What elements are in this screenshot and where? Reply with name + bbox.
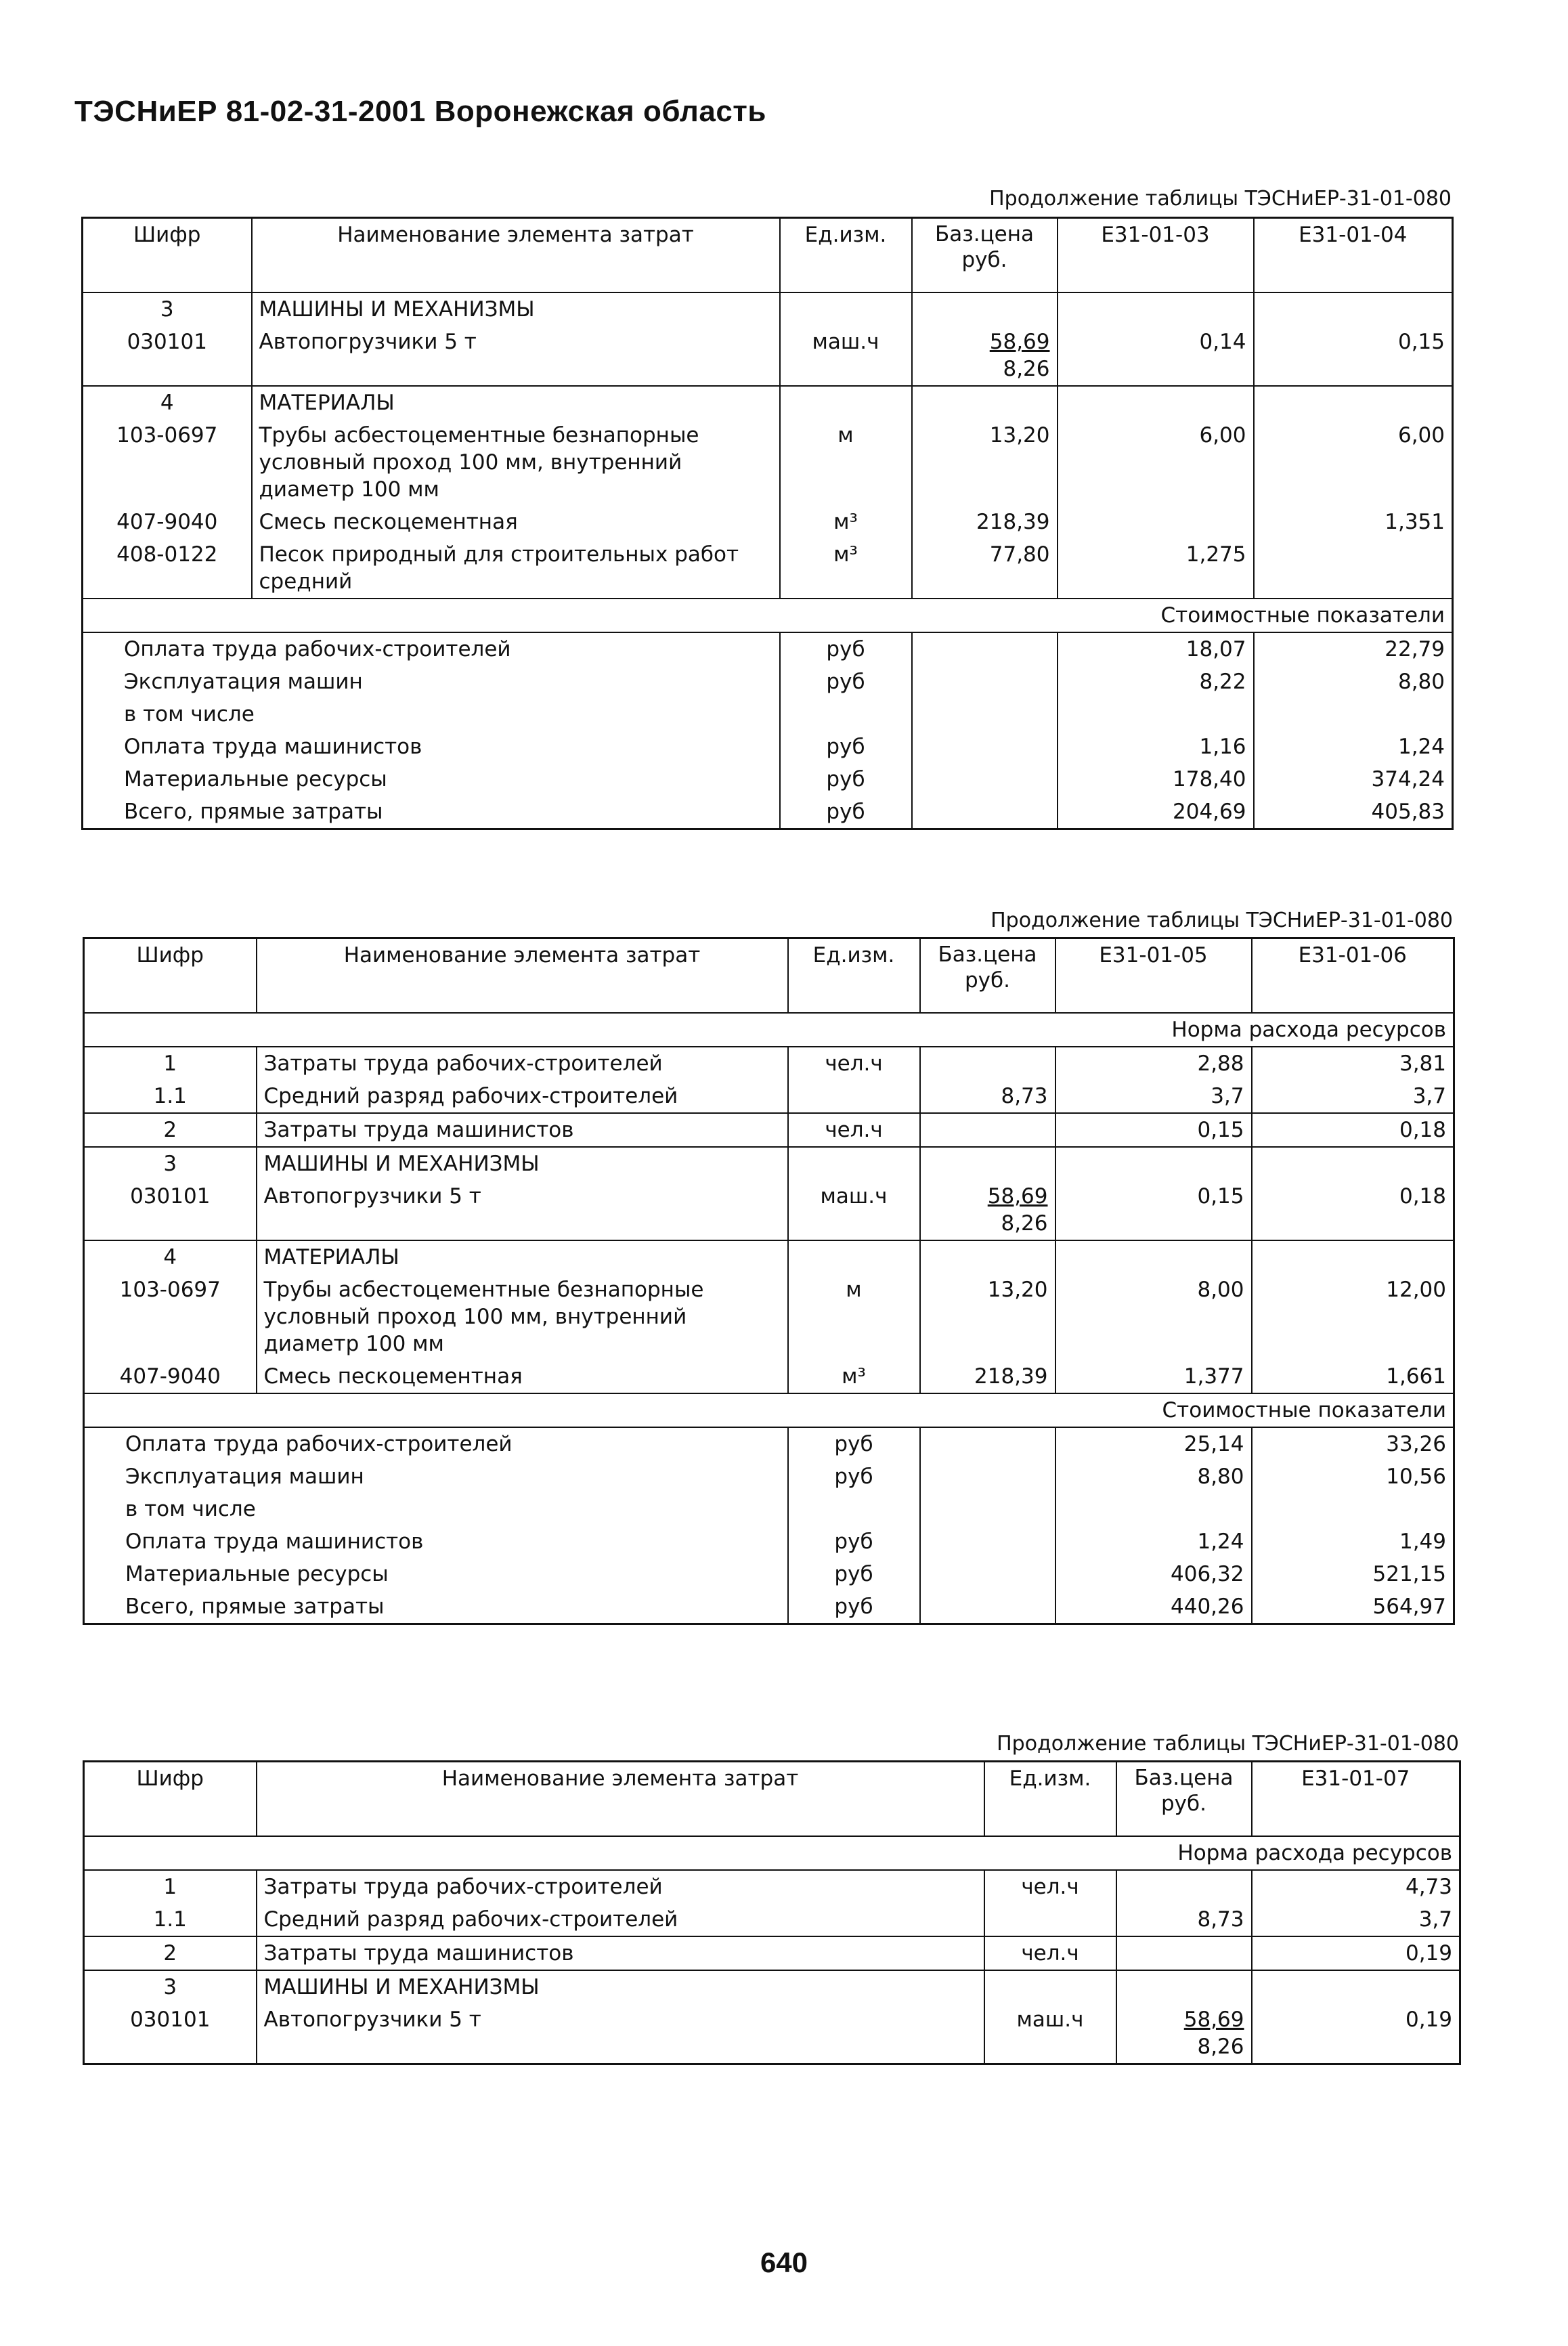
section-row <box>83 386 1453 419</box>
section-row <box>84 1147 1454 1180</box>
row-price <box>1116 1936 1252 1970</box>
row-name: Трубы асбестоцементные безнапорные условный проход 100 мм, внутренний диаметр 100 мм <box>257 1274 788 1360</box>
table-block-1 <box>81 187 1452 891</box>
row-price <box>1116 1870 1252 1903</box>
row-name: Затраты труда машинистов <box>257 1936 984 1970</box>
cost-value-2: 564,97 <box>1252 1590 1454 1624</box>
header-base-price <box>1116 1762 1252 1837</box>
header-row <box>84 938 1454 1014</box>
row-name: Смесь пескоцементная <box>257 1360 788 1393</box>
row-price: 218,39 <box>912 506 1058 538</box>
cost-row <box>83 763 1453 796</box>
row-value-1: 0,15 <box>1055 1113 1252 1147</box>
section-title: МАШИНЫ И МЕХАНИЗМЫ <box>252 292 780 326</box>
row-unit: чел.ч <box>788 1113 920 1147</box>
price-top: 58,69 <box>989 330 1050 354</box>
row-name: Затраты труда рабочих-строителей <box>257 1870 984 1903</box>
row-price <box>920 1180 1055 1240</box>
cost-label: Оплата труда машинистов <box>124 735 422 759</box>
norm-caption: Норма расхода ресурсов <box>84 1013 1454 1047</box>
cost-value-1: 25,14 <box>1055 1427 1252 1460</box>
table-row <box>84 1936 1460 1970</box>
cost-caption: Стоимостные показатели <box>83 599 1453 632</box>
header-base-price-line1: Баз.цена <box>938 942 1037 967</box>
header-col-1: Е31-01-05 <box>1055 938 1252 1014</box>
cost-unit: руб <box>788 1427 920 1460</box>
section-number: 3 <box>84 1970 257 2003</box>
price-bottom: 8,26 <box>1197 2035 1244 2059</box>
cost-unit: руб <box>788 1558 920 1590</box>
row-name: Затраты труда рабочих-строителей <box>257 1047 788 1080</box>
table-row <box>84 1903 1460 1936</box>
cost-value-2: 1,24 <box>1254 731 1453 763</box>
table-row <box>83 538 1453 599</box>
row-price <box>920 1113 1055 1147</box>
row-code: 1.1 <box>153 1907 187 1932</box>
norm-table <box>81 217 1454 830</box>
document-title: ТЭСНиЕР 81-02-31-2001 Воронежская область <box>74 95 766 128</box>
section-title: МАТЕРИАЛЫ <box>257 1240 788 1274</box>
cost-value-1: 8,22 <box>1058 666 1254 698</box>
row-code: 1 <box>84 1047 257 1080</box>
cost-label: Оплата труда рабочих-строителей <box>84 1427 788 1460</box>
table-caption: Продолжение таблицы ТЭСНиЕР-31-01-080 <box>989 187 1452 211</box>
row-unit: маш.ч <box>984 2003 1116 2064</box>
cost-value-1: 178,40 <box>1058 763 1254 796</box>
cost-value-2: 8,80 <box>1254 666 1453 698</box>
row-name: Песок природный для строительных работ средний <box>252 538 780 599</box>
cost-label: в том числе <box>125 1497 256 1521</box>
section-number: 4 <box>83 386 252 419</box>
norm-table <box>83 937 1455 1625</box>
table-row <box>84 1274 1454 1360</box>
header-unit: Ед.изм. <box>780 218 912 293</box>
header-base-price-line2: руб. <box>965 968 1010 993</box>
norm-table <box>83 1760 1461 2065</box>
table-row <box>84 1047 1454 1080</box>
row-code: 1 <box>84 1870 257 1903</box>
row-name: Трубы асбестоцементные безнапорные условный проход 100 мм, внутренний диаметр 100 мм <box>252 419 780 506</box>
row-name: Автопогрузчики 5 т <box>252 326 780 386</box>
cost-value-2: 374,24 <box>1254 763 1453 796</box>
row-value-2: 0,18 <box>1252 1113 1454 1147</box>
row-unit <box>788 1080 920 1113</box>
price-top: 58,69 <box>987 1184 1048 1209</box>
row-code: 2 <box>84 1113 257 1147</box>
row-value-1: 3,7 <box>1055 1080 1252 1113</box>
section-number: 4 <box>84 1240 257 1274</box>
table-caption: Продолжение таблицы ТЭСНиЕР-31-01-080 <box>990 909 1453 932</box>
cost-value-1: 406,32 <box>1055 1558 1252 1590</box>
row-value-2: 0,18 <box>1252 1180 1454 1240</box>
row-unit <box>984 1903 1116 1936</box>
row-value-2: 12,00 <box>1252 1274 1454 1360</box>
row-value-1 <box>1058 506 1254 538</box>
row-value-1: 1,377 <box>1055 1360 1252 1393</box>
cost-row <box>83 731 1453 763</box>
cost-row <box>84 1493 1454 1525</box>
row-unit: маш.ч <box>788 1180 920 1240</box>
section-number: 3 <box>84 1147 257 1180</box>
cost-label: Эксплуатация машин <box>125 1464 364 1489</box>
cost-unit: руб <box>788 1590 920 1624</box>
table-block-2 <box>83 909 1453 1721</box>
table-row <box>83 326 1453 386</box>
row-value-1: 1,275 <box>1058 538 1254 599</box>
header-col-2: Е31-01-04 <box>1254 218 1453 293</box>
cost-row <box>84 1590 1454 1624</box>
cost-value-1: 1,24 <box>1055 1525 1252 1558</box>
table-row <box>84 1180 1454 1240</box>
row-price: 218,39 <box>920 1360 1055 1393</box>
section-row <box>84 1970 1460 2003</box>
norm-caption: Норма расхода ресурсов <box>84 1836 1460 1870</box>
price-bottom: 8,26 <box>1003 357 1050 381</box>
header-base-price <box>912 218 1058 293</box>
row-name: Затраты труда машинистов <box>257 1113 788 1147</box>
row-value-2: 1,661 <box>1252 1360 1454 1393</box>
row-unit: м <box>780 419 912 506</box>
header-col-1: Е31-01-03 <box>1058 218 1254 293</box>
header-name: Наименование элемента затрат <box>257 938 788 1014</box>
price-bottom: 8,26 <box>1001 1211 1048 1236</box>
row-value-2: 0,15 <box>1254 326 1453 386</box>
row-unit: м³ <box>788 1360 920 1393</box>
row-unit: чел.ч <box>788 1047 920 1080</box>
price-top: 58,69 <box>1183 2007 1244 2032</box>
cost-unit: руб <box>780 666 912 698</box>
header-base-price-line2: руб. <box>961 248 1007 272</box>
cost-label: Эксплуатация машин <box>124 670 363 694</box>
header-code: Шифр <box>83 218 252 293</box>
header-name: Наименование элемента затрат <box>257 1762 984 1837</box>
cost-value-2: 521,15 <box>1252 1558 1454 1590</box>
section-title: МАТЕРИАЛЫ <box>252 386 780 419</box>
row-code: 2 <box>84 1936 257 1970</box>
row-unit: м³ <box>780 506 912 538</box>
cost-row <box>83 698 1453 731</box>
row-value-1: 2,88 <box>1055 1047 1252 1080</box>
row-value-1: 3,7 <box>1252 1903 1460 1936</box>
cost-unit: руб <box>788 1460 920 1493</box>
row-value-2: 1,351 <box>1254 506 1453 538</box>
cost-value-2: 405,83 <box>1254 796 1453 829</box>
cost-unit: руб <box>780 731 912 763</box>
row-code: 030101 <box>130 2007 211 2032</box>
row-code: 408-0122 <box>116 542 218 567</box>
cost-label: в том числе <box>124 702 255 726</box>
table-row <box>84 2003 1460 2064</box>
table-caption: Продолжение таблицы ТЭСНиЕР-31-01-080 <box>997 1732 1459 1756</box>
cost-value-1: 1,16 <box>1058 731 1254 763</box>
table-row <box>84 1113 1454 1147</box>
cost-unit: руб <box>780 632 912 666</box>
cost-unit: руб <box>788 1525 920 1558</box>
header-unit: Ед.изм. <box>984 1762 1116 1837</box>
section-row <box>84 1240 1454 1274</box>
row-unit: чел.ч <box>984 1870 1116 1903</box>
row-value-1: 0,14 <box>1058 326 1254 386</box>
row-price: 13,20 <box>912 419 1058 506</box>
cost-label: Оплата труда рабочих-строителей <box>83 632 780 666</box>
page-number: 640 <box>760 2246 808 2278</box>
row-price <box>912 326 1058 386</box>
norm-caption-row <box>84 1013 1454 1047</box>
header-col-1: Е31-01-07 <box>1252 1762 1460 1837</box>
cost-label: Всего, прямые затраты <box>124 800 383 824</box>
row-code: 407-9040 <box>119 1364 221 1389</box>
row-value-1: 4,73 <box>1252 1870 1460 1903</box>
section-row <box>83 292 1453 326</box>
row-value-1: 6,00 <box>1058 419 1254 506</box>
header-code: Шифр <box>84 938 257 1014</box>
cost-row <box>83 796 1453 829</box>
header-base-price-line1: Баз.цена <box>934 222 1035 246</box>
cost-row <box>83 666 1453 698</box>
section-title: МАШИНЫ И МЕХАНИЗМЫ <box>257 1147 788 1180</box>
row-name: Средний разряд рабочих-строителей <box>257 1080 788 1113</box>
cost-value-2: 10,56 <box>1252 1460 1454 1493</box>
row-value-2 <box>1254 538 1453 599</box>
header-base-price-line2: руб. <box>1161 1791 1206 1816</box>
row-price: 8,73 <box>920 1080 1055 1113</box>
cost-label: Материальные ресурсы <box>124 767 387 791</box>
cost-caption-row <box>83 599 1453 632</box>
row-name: Средний разряд рабочих-строителей <box>257 1903 984 1936</box>
section-title: МАШИНЫ И МЕХАНИЗМЫ <box>257 1970 984 2003</box>
cost-caption-row <box>84 1393 1454 1427</box>
header-base-price-line1: Баз.цена <box>1134 1766 1234 1790</box>
table-row <box>83 506 1453 538</box>
row-value-1: 0,19 <box>1252 1936 1460 1970</box>
cost-unit: руб <box>780 763 912 796</box>
row-price <box>920 1047 1055 1080</box>
row-code: 407-9040 <box>116 510 218 534</box>
cost-value-2: 1,49 <box>1252 1525 1454 1558</box>
cost-row <box>83 632 1453 666</box>
row-price: 77,80 <box>912 538 1058 599</box>
header-row <box>83 218 1453 293</box>
cost-value-1: 18,07 <box>1058 632 1254 666</box>
cost-label: Оплата труда машинистов <box>125 1529 424 1554</box>
row-unit: чел.ч <box>984 1936 1116 1970</box>
header-code: Шифр <box>84 1762 257 1837</box>
table-block-3 <box>83 1732 1459 2131</box>
row-value-2: 3,81 <box>1252 1047 1454 1080</box>
cost-value-1: 440,26 <box>1055 1590 1252 1624</box>
row-value-1: 0,19 <box>1252 2003 1460 2064</box>
row-price: 8,73 <box>1116 1903 1252 1936</box>
table-row <box>83 419 1453 506</box>
row-price <box>1116 2003 1252 2064</box>
cost-value-1: 204,69 <box>1058 796 1254 829</box>
cost-row <box>84 1558 1454 1590</box>
row-name: Автопогрузчики 5 т <box>257 1180 788 1240</box>
header-unit: Ед.изм. <box>788 938 920 1014</box>
section-number: 3 <box>160 297 174 322</box>
cost-value-1: 8,80 <box>1055 1460 1252 1493</box>
row-price: 13,20 <box>920 1274 1055 1360</box>
row-value-2: 3,7 <box>1252 1080 1454 1113</box>
row-code: 030101 <box>127 330 207 354</box>
row-name: Автопогрузчики 5 т <box>257 2003 984 2064</box>
row-name: Смесь пескоцементная <box>252 506 780 538</box>
row-value-2: 6,00 <box>1254 419 1453 506</box>
cost-value-2: 33,26 <box>1252 1427 1454 1460</box>
header-row <box>84 1762 1460 1837</box>
header-name: Наименование элемента затрат <box>252 218 780 293</box>
row-code: 103-0697 <box>116 423 218 448</box>
cost-label: Материальные ресурсы <box>125 1562 389 1586</box>
cost-unit: руб <box>780 796 912 829</box>
row-unit: м³ <box>780 538 912 599</box>
row-code: 103-0697 <box>119 1278 221 1302</box>
norm-caption-row <box>84 1836 1460 1870</box>
cost-row <box>84 1525 1454 1558</box>
row-code: 1.1 <box>153 1084 187 1108</box>
header-base-price <box>920 938 1055 1014</box>
row-value-1: 0,15 <box>1055 1180 1252 1240</box>
cost-label: Всего, прямые затраты <box>125 1594 385 1619</box>
row-code: 030101 <box>130 1184 211 1209</box>
row-value-1: 8,00 <box>1055 1274 1252 1360</box>
header-col-2: Е31-01-06 <box>1252 938 1454 1014</box>
row-unit: м <box>788 1274 920 1360</box>
cost-row <box>84 1460 1454 1493</box>
cost-caption: Стоимостные показатели <box>84 1393 1454 1427</box>
table-row <box>84 1870 1460 1903</box>
table-row <box>84 1080 1454 1113</box>
cost-row <box>84 1427 1454 1460</box>
cost-value-2: 22,79 <box>1254 632 1453 666</box>
row-unit: маш.ч <box>780 326 912 386</box>
table-row <box>84 1360 1454 1393</box>
